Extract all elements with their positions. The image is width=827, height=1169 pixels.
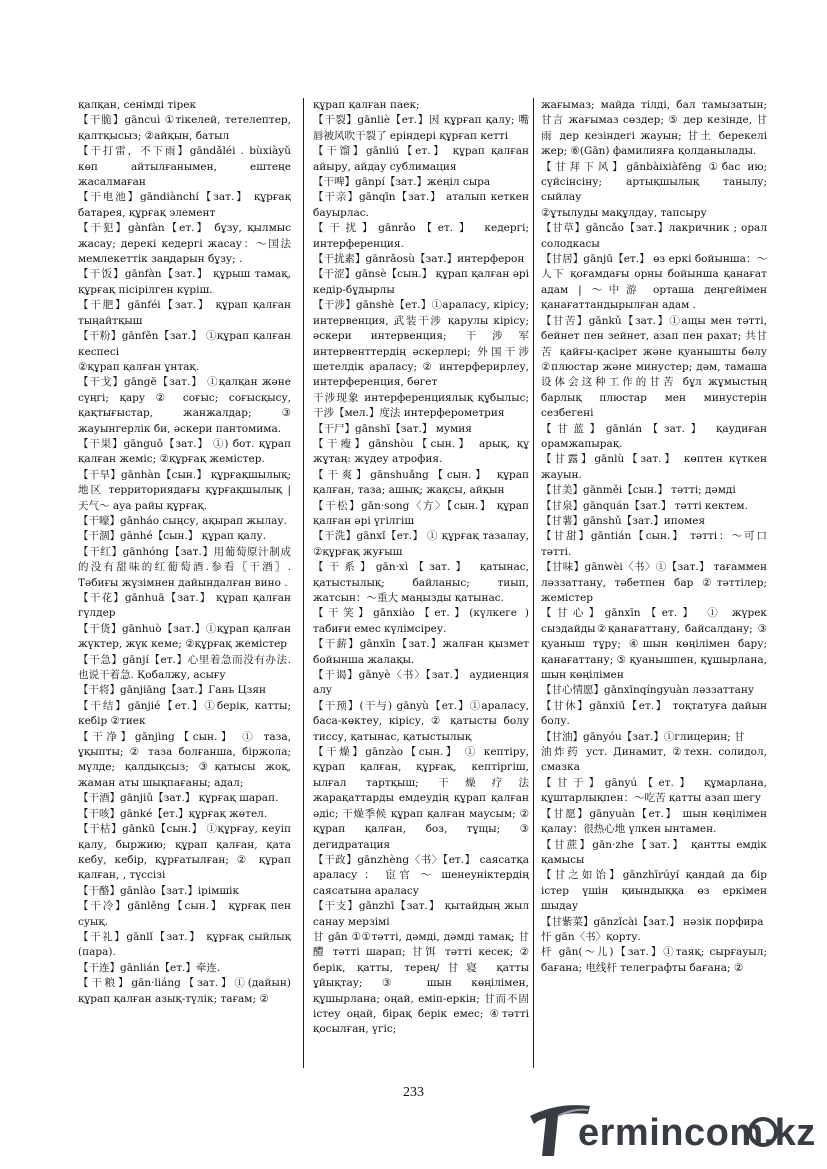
dictionary-entry: 【干枯】gānkū【сын.】 ①құрғау, кеуіп қалу, быржию; құрап қалған, қата кебу, кебір, құрғатылған; ② құрап қалған, , түссізі (78, 823, 291, 882)
column-middle (313, 98, 529, 1070)
dictionary-entry: 【干系】gān·xì【зат.】 қатынас, қатыстылық; байланыс; тиып, жатсын：～重大 маңызды қатынас. (313, 561, 529, 604)
dictionary-entry: 【干扰】gānrǎo【ет.】 кедергі; интерференция. (313, 222, 529, 250)
column-left (78, 98, 291, 1070)
column-divider (303, 98, 304, 1068)
dictionary-entry: 忓 gān〈书〉қорту. (541, 930, 641, 943)
dictionary-entry: 【甘蓝】gānlán【зат.】 қаудиған орамжапырақ. (541, 422, 767, 450)
dictionary-entry: 【干连】gānlián【ет.】牵连. (78, 961, 221, 974)
dictionary-entry: 【甘露】gānlù【зат.】 көптен күткен жауын. (541, 453, 767, 481)
dictionary-entry: 【甘愿】gānyuàn【ет.】 шын көңілімен қалау：很热心地 үлкен ынтамен. (541, 807, 767, 836)
dictionary-entry: 【干粉】gānfěn【зат.】 ①құрап қалған кеспесі (78, 330, 291, 358)
dictionary-entry: 【干果】gānguǒ【зат.】 ①) бот. құрап қалған жеміс; ②құрғақ жемістер. (78, 437, 291, 466)
dictionary-entry: 【干瘦】gānshòu【сын.】 арық, құ жұтаң: жүдеу атрофия. (313, 437, 529, 466)
dictionary-entry: 【干旱】gānhàn【сын.】 құрғақшылық; 地区 территориядағы құрғақшылық | 天气～ ауа райы құрғақ. (78, 468, 291, 512)
dictionary-entry: 【干结】gānjié【ет.】①берік, катты; кебір ②тиек (78, 699, 291, 728)
dictionary-entry: 【甘油】gānyóu【зат.】①глицерин; 甘 (541, 730, 745, 743)
dictionary-entry: 【干预】(干与) gānyù【ет.】①араласу, баса-көктеу, кірісу, ② қатысты болу тисcу, қатынас, қатыстылық (313, 699, 529, 743)
dictionary-entry: 【甘美】gānměi【сын.】 тәтті; дәмді (541, 484, 736, 497)
dictionary-entry: 【甘紫菜】gānzǐcài【зат.】 нәзік порфира (541, 915, 764, 928)
dictionary-entry: 【干花】gānhuā【зат.】 құрап қалған гүлдер (78, 592, 291, 620)
dictionary-entry: 【干将】gānjiāng【зат.】Гань Цзян (78, 684, 267, 697)
dictionary-entry: 【干涉】gānshè【ет.】①араласу, кірісу; интервенция, 武装干涉 қарулы кірісу; әскери интервенция; 干涉军 интервенттердің әскерлері; 外国干涉 шетелдік араласу; ② интерферирлеу, интерференция, бөгет (313, 299, 529, 389)
dictionary-entry: 【甘居】gānjū【ет.】 өз еркі бойынша：～人下 қоғамдағы орны бойынша қанағат адам | ～中游 орташа деңгейімен қанағаттандырылған адам . (541, 253, 767, 312)
dictionary-entry: 【干犯】gànfàn【ет.】 бұзу, қылмыс жасау; дерекі кедергі жасау：～国法 мемлекеттік заңдарын бұзу; . (78, 222, 291, 266)
dictionary-entry: қалқан, сенімді тірек (78, 99, 197, 111)
dictionary-entry: құрап қалған паек; (313, 99, 420, 111)
dictionary-entry: 【干笑】gānxiào【ет.】(күлкеге ) табиғи емес күлімсіреу. (313, 607, 529, 635)
dictionary-entry: 【干酒】gānjiǔ【зат.】 құрғақ шарап. (78, 792, 279, 805)
dictionary-entry: 【甘蔗】gān·zhe【зат.】 қантты емдік қамысы (541, 838, 767, 866)
dictionary-entry: 【干酪】gānlào【зат.】ірімшік (78, 884, 240, 897)
dictionary-entry: 【干红】gānhóng【зат.】用葡萄原汁制成的没有甜味的红葡萄酒.参看〖干酒〗. Тәбиғы жүзімнен дайындалған вино . (78, 545, 291, 589)
dictionary-entry: 【干政】gānzhèng〈书〉【ет.】 саясатқа араласу ： 宦官 ～ шенеуніктердің саясатына араласу (313, 853, 529, 897)
dictionary-entry: 【甘之如饴】gānzhīrúyí қандай да бір істер үшін қиындыққа өз еркімен шыдау (541, 869, 767, 913)
dictionary-entry: 【甘心情愿】gānxīnqíngyuàn ләззаттану (541, 684, 755, 697)
dictionary-entry: 【甘休】gānxiū【ет.】 тоқтатуға дайын болу. (541, 699, 767, 728)
column-right (541, 98, 767, 1070)
dictionary-entry: 【干脆】gāncuì ①тікелей, тетелептер, қалтқысыз; ②айқын, батыл (78, 114, 291, 142)
dictionary-entry: 【干电池】gāndiànchí【зат.】 құрғақ батарея, құрғақ элемент (78, 191, 291, 219)
dictionary-entry: 【甘味】gānwèi〈书〉①【зат.】 тағаммен ләззаттану, тәбетпен бар ②тәттілер; жемістер (541, 561, 767, 604)
dictionary-entry: 杆 gān(～儿)【зат.】①таяқ; сырғауыл; бағана; 电线杆 телеграфты бағана; ② (541, 946, 767, 974)
dictionary-entry: 【干谒】gānyè〈书〉【зат.】 аудиенция алу (313, 669, 529, 697)
dictionary-entry: 【甘于】gānyú【ет.】 құмарлана, құштарлықпен：～吃苦 қатты азап шегу (541, 776, 767, 805)
dictionary-entry: 甘 gān ①①тәтті, дәмді, дәмді тамақ; 甘醴 тәтті шарап; 甘饵 тәтті кесек; ② берік, қатты, терең/甘寝 қатты ұйықтау; ③ шын көңілімен, құшырлана; оңай, еміп-еркін; 甘而不固 істеу оңай, бірақ берік емес; ④тәтті қосылған, үгіс; (313, 930, 529, 1036)
dictionary-entry: 【干馏】gānliú【ет.】 құрап қалған айыру, айдау сублимация (313, 145, 529, 173)
dictionary-entry: 【甘拜下风】gānbàixiàfēng ①бас ию; сүйсінсіну; артықшылық танылу; сыйлау (541, 160, 767, 204)
dictionary-entry: 【干涩】gānsè【сын.】 құрап қалған әрі кедір-бұдырлы (313, 268, 529, 296)
dictionary-entry: 【干冷】gānlěng【сын.】 құрғақ пен суық. (78, 900, 291, 928)
dictionary-entry: 【干啤】gānpí【зат.】жеңіл сыра (313, 176, 491, 189)
dictionary-entry: 【干松】gān·song〈方〉【сын.】 құрап қалған әрі үгілгіш (313, 499, 529, 527)
dictionary-entry: 【甘心】gānxīn【ет.】 ① жүрек сыздайды②қанағаттану, байсалдану; ③ қуаныш тұру; ④шын көңілімен бару; қанағаттану; ⑤ қуанышпен, құшырлана, шын көңілімен (541, 607, 767, 682)
dictionary-entry: 【干爽】gānshuǎng【сын.】 құрап қалған, таза; ашық; жақсы, айқын (313, 468, 529, 497)
dictionary-entry: 【甘苦】gānkǔ【зат.】①ащы мен тәтті, бейнет пен зейнет, азап пен рахат; 共甘苦 қайғы-қасірет және қуанышты бөлу ②плюстар және минустер; дәм, тамаша 设体会这种工作的甘苦 бұл жұмыстың барлық плюстар мен минустерін сезбегені (541, 314, 767, 420)
dictionary-entry: 【干打雷，不下雨】gāndǎléi . bùxiàyǔ көп айтылғанымен, ештеңе жасалмаған (78, 145, 291, 189)
dictionary-entry: 油炸药 уст. Динамит, ②техн. солидол, смазка (541, 746, 767, 774)
dictionary-entry: 【甘草】gāncǎo【зат.】лакричник ; орал солодкасы (541, 222, 767, 250)
dictionary-entry: 【干洗】gānxǐ【ет.】 ① құрғақ тазалау, ②құрғақ жуғыш (313, 530, 529, 558)
dictionary-entry: 【干薪】gānxīn【зат.】жалған қызмет бойынша жалақы. (313, 638, 529, 666)
logo-text: ermincom.kz (578, 1112, 816, 1154)
dictionary-entry: 【干肥】gānféi【зат.】 құрап қалған тыңайтқыш (78, 299, 291, 327)
dictionary-entry: 【干燥】gānzào【сын.】 ① кептіру, құрап қалған, құрғақ, кептіргіш, ылғал тартқыш; 干燥疗法 жарақаттарды емдеудің құрап қалған әдіс; 干燥季候 құрап қалған маусым; ② құрап қалған, боз, тұщы; ③ дегидратация (313, 746, 529, 851)
dictionary-entry: 【干亲】gānqīn【зат.】 аталып кеткен бауырлас. (313, 191, 529, 219)
dictionary-entry: 【干裂】gānliè【ет.】因 құрғап қалу; 嘴唇被风吹干裂了 еріндері құрғап кетті (313, 114, 529, 142)
dictionary-entry: 【干咳】gānké【ет.】құрғақ жөтел. (78, 807, 268, 820)
dictionary-entry: 【干扰素】gānrǎosù【зат.】интерферон (313, 253, 525, 266)
dictionary-entry: 【干戈】gāngē【зат.】 ①қалқан және сүңгі; қару ② соғыс; соғысқысу, қақтығыстар, жанжалдар; ③ жауынгерлік би, әскери пантомима. (78, 376, 291, 435)
dictionary-entry: 【干粮】gān·liáng【зат.】①(дайын) құрап қалған азық-түлік; тағам; ② (78, 977, 291, 1005)
dictionary-entry: 【甘薯】gānshǔ【зат.】ипомея (541, 514, 706, 527)
dictionary-entry: 【甘甜】gāntián【сын.】 тәтті：～可口 тәтті. (541, 530, 767, 558)
dictionary-entry: 【干支】gānzhī【зат.】 қытайдың жыл санау мерзімі (313, 900, 529, 928)
page-number: 233 (403, 1085, 424, 1100)
dictionary-entry: 【干涸】gānhé【сын.】 құрап қалу. (78, 530, 267, 543)
dictionary-entry: 干涉现象 интерференциялық құбылыс; 干涉【мел.】度法 интерферометрия (313, 391, 529, 420)
dictionary-entry: 【干嚎】gānháo сыңсу, ақырап жылау. (78, 514, 287, 527)
dictionary-entry: 【甘泉】gānquán【зат.】 тәтті кектем. (541, 499, 748, 512)
dictionary-entry: 【干尸】gānshī【зат.】 мумия (313, 422, 472, 435)
column-divider (533, 98, 534, 1068)
dictionary-entry: ②құрап қалған ұнтақ. (78, 360, 200, 373)
dictionary-entry: ②ұтылуды мақұлдау, тапсыру (541, 206, 707, 219)
dictionary-entry: 【干礼】gānlǐ【зат.】 құрғақ сыйлық (пара). (78, 930, 291, 959)
dictionary-entry: 【干净】gānjìng【сын.】 ① таза, ұқыпты; ② таза болғанша, біржола; мүлде; қалдықсыз; ③қатысы жоқ, жаман аты шықпағаны; адал; (78, 730, 291, 789)
dictionary-entry: 【干急】gānjí【ет.】心里着急而没有办法.也说干着急. Қобалжу, асығу (78, 653, 291, 682)
dictionary-entry: 【干饭】gānfàn【зат.】 құрыш тамақ, құрғақ пісірілген күріш. (78, 268, 291, 296)
dictionary-entry: жағымаз; майда тілді, бал тамызатын; 甘言 жағымаз сөздер; ⑤ дер кезінде, 甘雨 дер кезіндегі жауын; 甘土 берекелі жер; ⑥(Gān) фамилияға қолданылады. (541, 99, 767, 158)
dictionary-entry: 【干货】gānhuò【зат.】①құрап қалған жүктер, жүк кеме; ②құрғақ жемістер (78, 622, 291, 651)
